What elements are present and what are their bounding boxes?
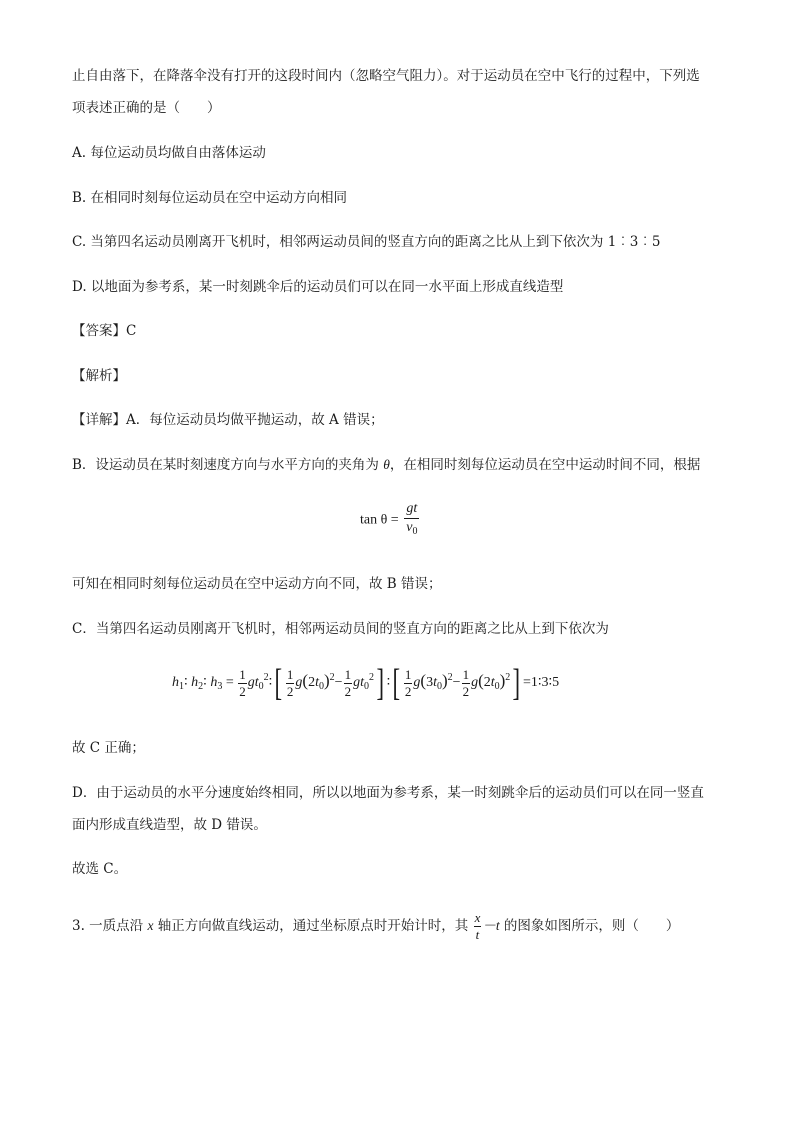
half-num-1: 1 <box>239 666 246 682</box>
sq-5: 2 <box>505 672 511 684</box>
formula-height-ratio <box>172 664 559 702</box>
h1-sub: 1 <box>179 681 184 693</box>
equals-sign: = <box>225 675 234 691</box>
sep-4: ∶ <box>386 675 391 691</box>
formula-tan-theta <box>360 500 421 541</box>
formula-tan-denominator <box>404 519 419 541</box>
formula-tan-numerator: gt <box>404 500 419 519</box>
h1: h <box>172 675 179 691</box>
half-den-3: 2 <box>344 683 352 699</box>
half-den-5: 2 <box>462 683 470 699</box>
t0-sub-3: 0 <box>363 681 369 693</box>
c-correct: 故 C 正确； <box>72 740 145 756</box>
t0-sub-1: 0 <box>258 681 264 693</box>
option-d: D. 以地面为参考系，某一时刻跳伞后的运动员们可以在同一水平面上形成直线造型 <box>72 279 564 295</box>
half-den-4: 2 <box>404 683 412 699</box>
q3-frac-num: x <box>474 910 481 925</box>
minus-1: − <box>334 675 343 691</box>
t0-sub-4: 0 <box>436 681 442 693</box>
h2-sub: 2 <box>198 681 204 693</box>
half-frac-2 <box>286 667 295 700</box>
question-stem-line-1: 止自由落下，在降落伞没有打开的这段时间内（忽略空气阻力）。对于运动员在空中飞行的过程中，下列选 <box>72 68 700 84</box>
q3-minus-t: －t <box>482 918 500 933</box>
denominator-sub: 0 <box>412 526 418 537</box>
left-bracket-2: [ <box>392 662 401 704</box>
theta-symbol: θ <box>383 457 390 472</box>
t-5: t <box>490 675 495 691</box>
t-3: t <box>360 675 364 691</box>
half-den-1: 2 <box>239 683 246 699</box>
sq-1: 2 <box>263 672 269 684</box>
paren-open-3: ( <box>478 671 484 691</box>
question-stem-line-2: 项表述正确的是（ ） <box>72 100 221 116</box>
t-4: t <box>433 675 437 691</box>
half-den-2: 2 <box>286 683 294 699</box>
half-frac-5 <box>462 667 471 700</box>
option-c: C. 当第四名运动员刚离开飞机时，相邻两运动员间的竖直方向的距离之比从上到下依次为 1︰3︰5 <box>72 234 661 250</box>
t0-sub-5: 0 <box>494 681 500 693</box>
ratio-result: 1∶3∶5 <box>530 675 560 691</box>
left-bracket-1: [ <box>274 662 283 704</box>
h3-sub: 3 <box>217 681 223 693</box>
paren-close-1: ) <box>323 671 330 691</box>
right-bracket-1: ] <box>376 662 385 704</box>
t-1: t <box>254 675 259 691</box>
half-frac-3 <box>344 667 353 700</box>
sq-4: 2 <box>447 672 453 684</box>
t0-sub-2: 0 <box>318 681 324 693</box>
t-2: t <box>315 675 319 691</box>
sep-1: ∶ <box>184 675 188 691</box>
half-num-5: 1 <box>462 666 470 682</box>
paren-open-2: ( <box>420 671 427 691</box>
sq-2: 2 <box>329 672 335 684</box>
q3-mid: 轴正方向做直线运动，通过坐标原点时开始计时，其 <box>153 918 473 934</box>
right-bracket-2: ] <box>512 662 521 704</box>
paren-close-3: ) <box>499 671 506 691</box>
detail-c: C．当第四名运动员刚离开飞机时，相邻两运动员间的竖直方向的距离之比从上到下依次为 <box>72 621 609 637</box>
half-num-3: 1 <box>344 666 352 682</box>
detail-b <box>72 455 700 475</box>
h2: h <box>191 675 199 691</box>
minus-2: − <box>452 675 461 691</box>
half-frac-1 <box>238 667 247 700</box>
g-5: g <box>471 675 479 691</box>
q3-x-var: x <box>147 918 154 933</box>
analysis-label: 【解析】 <box>72 368 126 384</box>
sep-3: ∶ <box>268 675 273 691</box>
detail-d-line-2: 面内形成直线造型，故 D 错误。 <box>72 817 267 833</box>
h3: h <box>210 675 218 691</box>
detail-d-line-1: D．由于运动员的水平分速度始终相同，所以以地面为参考系，某一时刻跳伞后的运动员们可以在同一竖直 <box>72 785 704 801</box>
q3-frac-den: t <box>475 927 480 942</box>
q3-fraction <box>474 910 482 943</box>
detail-b-post: ，在相同时刻每位运动员在空中运动时间不同，根据 <box>389 457 701 473</box>
after-tan-line: 可知在相同时刻每位运动员在空中运动方向不同，故 B 错误； <box>72 576 442 592</box>
g-4: g <box>413 675 421 691</box>
paren-open-1: ( <box>302 671 309 691</box>
sq-3: 2 <box>368 672 374 684</box>
question-3 <box>72 910 679 943</box>
half-num-2: 1 <box>286 666 294 682</box>
formula-tan-lhs: tan θ = <box>360 512 399 528</box>
coef-2b: 2 <box>483 675 491 691</box>
answer-label: 【答案】C <box>72 323 137 339</box>
half-frac-4 <box>404 667 413 700</box>
equals-sign-2: = <box>522 675 531 691</box>
denominator-v: v <box>406 520 413 535</box>
g-2: g <box>295 675 303 691</box>
g-3: g <box>353 675 361 691</box>
q3-pre: 3. 一质点沿 <box>72 918 148 934</box>
choose-line: 故选 C。 <box>72 861 128 877</box>
half-num-4: 1 <box>404 666 412 682</box>
option-b: B. 在相同时刻每位运动员在空中运动方向相同 <box>72 190 348 206</box>
coef-3: 3 <box>426 675 434 691</box>
paren-close-2: ) <box>441 671 448 691</box>
formula-tan-fraction <box>404 500 419 541</box>
detail-b-pre: B．设运动员在某时刻速度方向与水平方向的夹角为 <box>72 457 384 473</box>
option-a: A. 每位运动员均做自由落体运动 <box>72 145 266 161</box>
q3-post: 的图象如图所示，则（ ） <box>499 918 680 934</box>
detail-a: 【详解】A．每位运动员均做平抛运动，故 A 错误； <box>72 412 384 428</box>
coef-2a: 2 <box>308 675 316 691</box>
g-1: g <box>247 675 255 691</box>
sep-2: ∶ <box>203 675 207 691</box>
